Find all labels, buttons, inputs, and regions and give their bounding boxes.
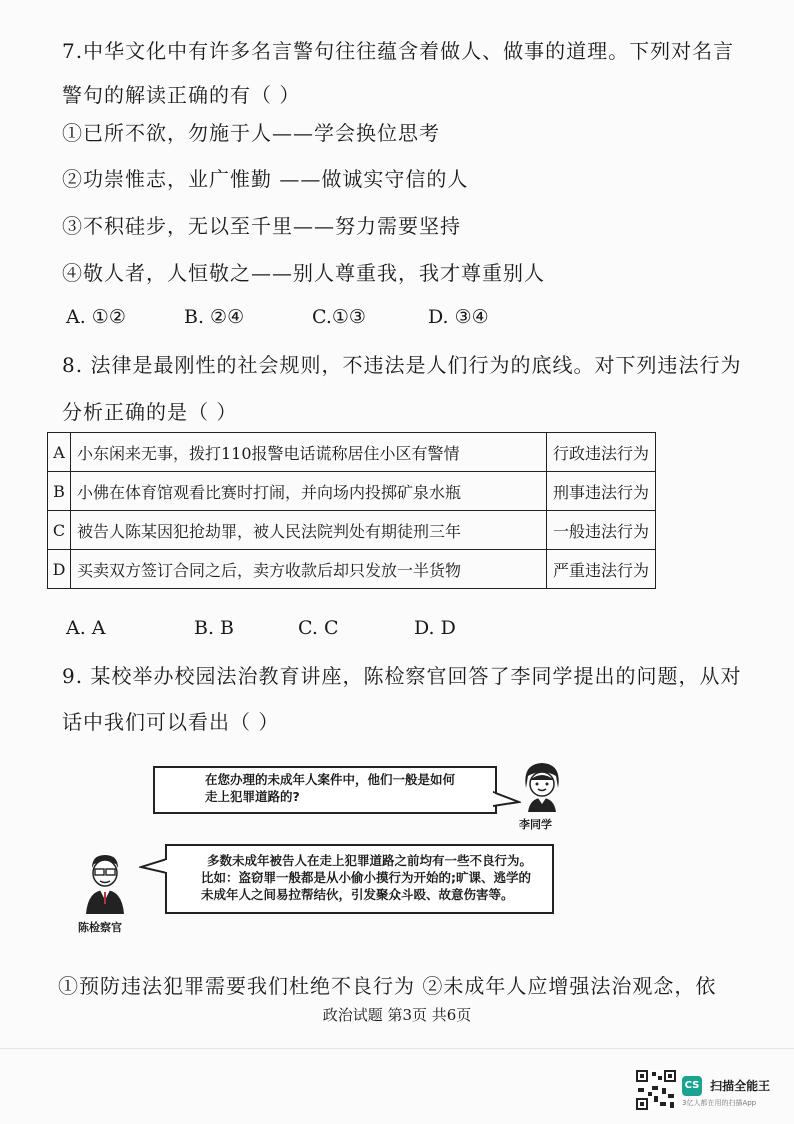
student-question-bubble: [153, 766, 497, 814]
row-key: B: [48, 472, 71, 511]
table-row: [48, 433, 656, 472]
q8-option-c: C. C: [298, 617, 339, 639]
q7-item-2: ②功崇惟志，业广惟勤 ——做诚实守信的人: [62, 167, 469, 191]
q9-stem-line1: 9. 某校举办校园法治教育讲座，陈检察官回答了李同学提出的问题，从对: [62, 664, 742, 688]
q8-option-a: A. A: [66, 617, 106, 639]
row-type: 一般违法行为: [546, 511, 655, 550]
row-type: 刑事违法行为: [546, 472, 655, 511]
q7-option-c: C.①③: [312, 306, 366, 328]
row-description: 小东闲来无事，拨打110报警电话谎称居住小区有警情: [71, 433, 547, 472]
bubble-tail: [139, 858, 167, 876]
row-type: 行政违法行为: [546, 433, 655, 472]
row-description: 买卖双方签订合同之后，卖方收款后却只发放一半货物: [71, 550, 547, 589]
qr-code-icon: [636, 1070, 676, 1110]
q7-option-a: A. ①②: [66, 306, 126, 328]
scanner-watermark: [682, 1075, 770, 1108]
prosecutor-avatar-icon: [82, 852, 128, 914]
q9-choices-continuation: ①预防违法犯罪需要我们杜绝不良行为 ②未成年人应增强法治观念，依: [58, 974, 717, 998]
q8-stem-line1: 8. 法律是最刚性的社会规则，不违法是人们行为的底线。对下列违法行为: [62, 353, 742, 377]
q8-stem-line2: 分析正确的是（ ）: [62, 400, 238, 424]
row-key: A: [48, 433, 71, 472]
row-description: 小佛在体育馆观看比赛时打闹，并向场内投掷矿泉水瓶: [71, 472, 547, 511]
row-type: 严重违法行为: [546, 550, 655, 589]
row-description: 被告人陈某因犯抢劫罪，被人民法院判处有期徒刑三年: [71, 511, 547, 550]
bubble-line: 走上犯罪道路的?: [205, 789, 300, 804]
page-footer: 政治试题 第3页 共6页: [322, 1006, 472, 1024]
page-divider: [0, 1048, 794, 1049]
camscanner-logo-icon: CS: [682, 1076, 702, 1096]
prosecutor-answer-bubble: [165, 844, 554, 914]
bubble-line: 在您办理的未成年人案件中，他们一般是如何: [205, 772, 456, 787]
prosecutor-name: 陈检察官: [78, 921, 122, 934]
q7-stem-line1: 7.中华文化中有许多名言警句往往蕴含着做人、做事的道理。下列对名言: [62, 39, 735, 63]
q7-item-4: ④敬人者，人恒敬之——别人尊重我，我才尊重别人: [62, 261, 545, 285]
bubble-line: 多数未成年被告人在走上犯罪道路之前均有一些不良行为。: [207, 853, 533, 868]
student-avatar-icon: [518, 758, 566, 814]
scanner-brand-tagline: 3亿人都在用的扫描App: [682, 1098, 757, 1107]
q7-stem-line2: 警句的解读正确的有（ ）: [62, 83, 301, 107]
scanner-brand-name: 扫描全能王: [710, 1079, 771, 1093]
q7-option-d: D. ③④: [428, 306, 489, 328]
student-name: 李同学: [519, 818, 552, 831]
q8-options: [66, 617, 456, 639]
q7-option-b: B. ②④: [184, 306, 245, 328]
table-row: [48, 511, 656, 550]
table-row: [48, 472, 656, 511]
q9-stem-line2: 话中我们可以看出（ ）: [62, 710, 280, 734]
table-row: [48, 550, 656, 589]
row-key: D: [48, 550, 71, 589]
q7-item-1: ①已所不欲，勿施于人——学会换位思考: [62, 121, 440, 145]
row-key: C: [48, 511, 71, 550]
bubble-line: 比如：盗窃罪一般都是从小偷小摸行为开始的;旷课、逃学的: [201, 870, 531, 885]
q8-option-b: B. B: [194, 617, 235, 639]
bubble-line: 未成年人之间易拉帮结伙，引发聚众斗殴、故意伤害等。: [201, 887, 514, 902]
q8-option-d: D. D: [414, 617, 456, 639]
violation-table: [47, 432, 656, 589]
bubble-tail: [493, 790, 521, 810]
q7-item-3: ③不积硅步，无以至千里——努力需要坚持: [62, 214, 461, 238]
q7-options: [66, 306, 489, 328]
